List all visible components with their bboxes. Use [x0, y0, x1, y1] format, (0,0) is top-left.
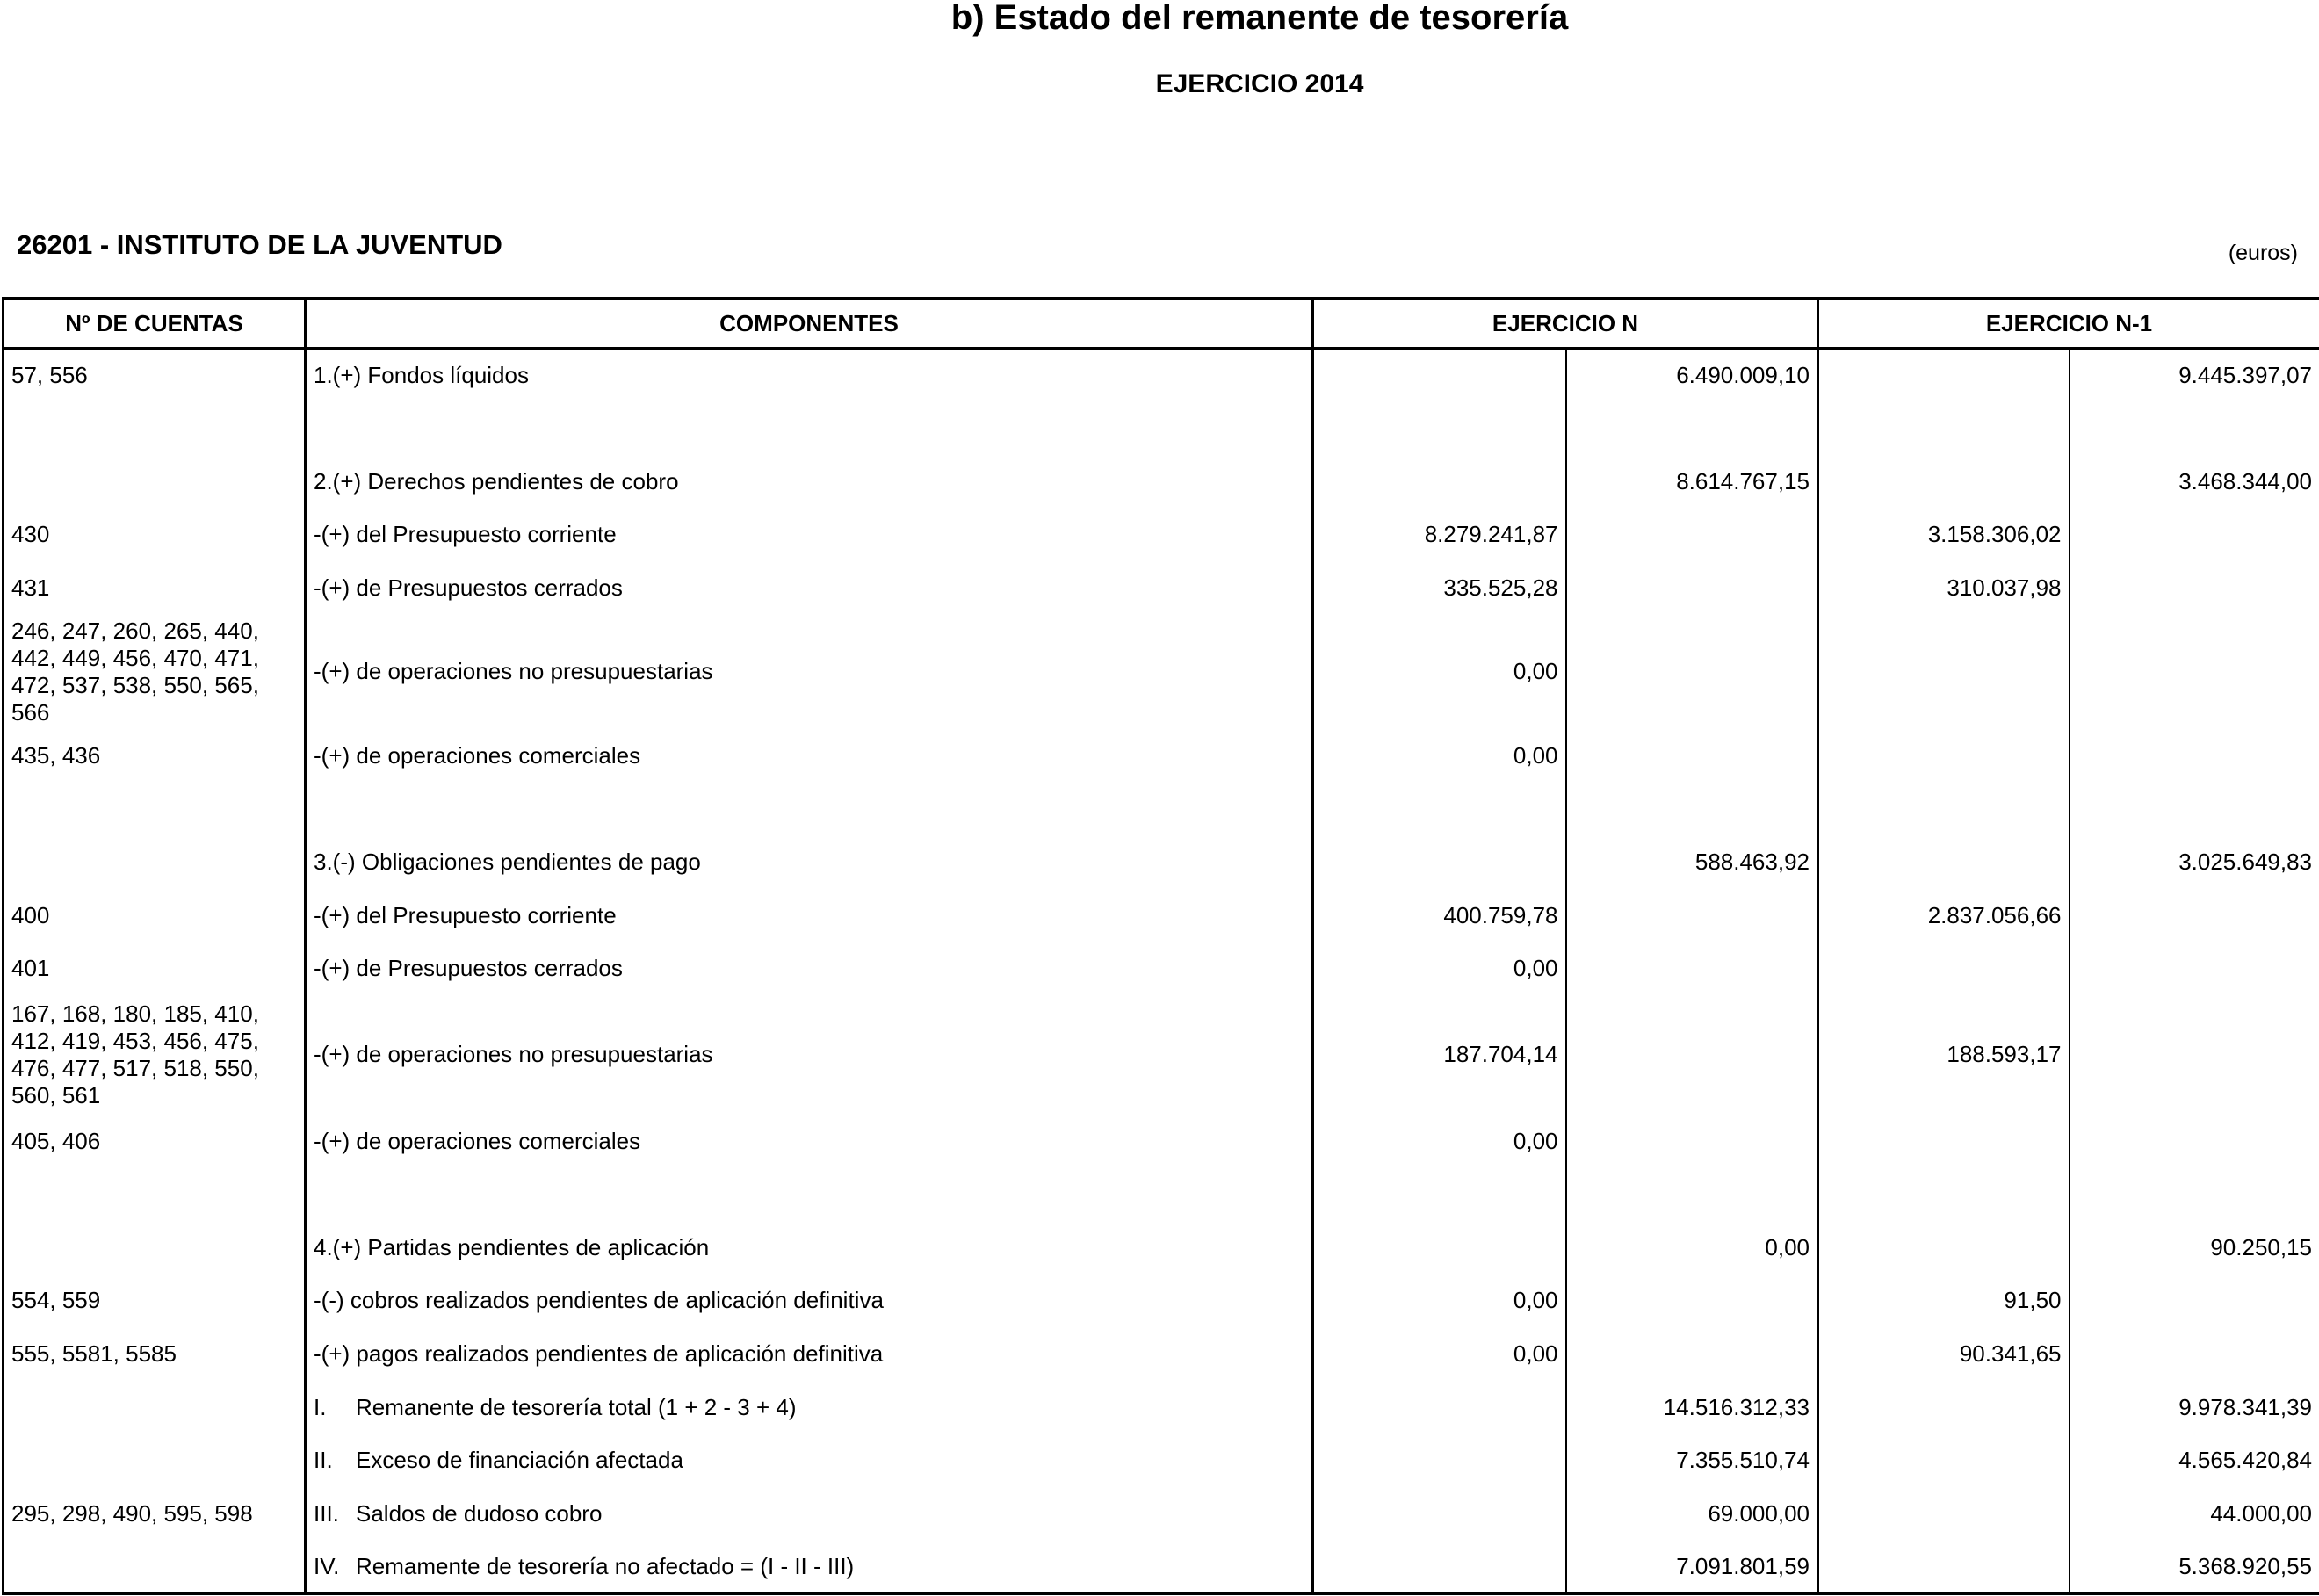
year-n-partial-cell: 335.525,28 [1443, 574, 1558, 601]
year-n-1-partial-cell [1818, 615, 2070, 729]
year-n-total-cell: 14.516.312,33 [1566, 1381, 1818, 1434]
accounts-cell: 400 [4, 889, 306, 942]
spacer-row [4, 401, 2319, 455]
year-n-1-partial-cell [1818, 1381, 2070, 1434]
table-row [4, 615, 2319, 729]
component-cell [306, 1434, 1313, 1488]
year-n-1-partial-cell [1818, 835, 2070, 889]
year-n-partial-cell: 0,00 [1513, 741, 1558, 769]
year-n-1-partial-cell [1818, 1434, 2070, 1488]
year-n-total-cell [1566, 1327, 1818, 1381]
table-row [4, 1275, 2319, 1328]
accounts-cell: 57, 556 [4, 349, 306, 402]
component-label: Saldos de dudoso cobro [356, 1500, 603, 1527]
accounts-cell [4, 1434, 306, 1488]
component-cell: -(+) del Presupuesto corriente [306, 889, 1313, 942]
year-n-partial-cell: 0,00 [1513, 1127, 1558, 1154]
component-cell: 4.(+) Partidas pendientes de aplicación [306, 1221, 1313, 1275]
empty-cell [4, 783, 306, 836]
year-n-partial-cell: 187.704,14 [1443, 1041, 1558, 1068]
year-n-total-cell [1566, 942, 1818, 996]
year-n-1-total-cell [2070, 889, 2319, 942]
year-n-1-total-cell [2070, 508, 2319, 561]
empty-cell [2070, 1167, 2319, 1221]
year-n-1-total-cell: 4.565.420,84 [2070, 1434, 2319, 1488]
year-n-total-cell [1566, 615, 1818, 729]
empty-cell [306, 783, 1313, 836]
roman-numeral: II. [314, 1447, 333, 1474]
accounts-cell: 405, 406 [4, 1115, 306, 1168]
page-title: b) Estado del remanente de tesorería [950, 0, 1569, 37]
year-n-total-cell: 69.000,00 [1566, 1487, 1818, 1541]
year-n-total-cell [1566, 889, 1818, 942]
accounts-cell: 431 [4, 561, 306, 615]
component-cell: 2.(+) Derechos pendientes de cobro [306, 455, 1313, 509]
component-cell: -(-) cobros realizados pendientes de aplicación definitiva [306, 1275, 1313, 1328]
year-n-partial-cell [1313, 1221, 1566, 1275]
component-cell: -(+) de operaciones comerciales [306, 1115, 1313, 1168]
year-n-1-partial-cell [1818, 349, 2070, 402]
year-n-1-total-cell [2070, 1327, 2319, 1381]
year-n-total-cell: 7.091.801,59 [1566, 1541, 1818, 1594]
accounts-cell: 401 [4, 942, 306, 996]
table-row [4, 835, 2319, 889]
component-cell: -(+) pagos realizados pendientes de aplicación definitiva [306, 1327, 1313, 1381]
year-n-total-cell: 588.463,92 [1566, 835, 1818, 889]
year-n-1-total-cell: 9.978.341,39 [2070, 1381, 2319, 1434]
empty-cell [4, 1167, 306, 1221]
table-row [4, 889, 2319, 942]
treasury-remainder-table [2, 297, 2319, 1595]
summary-row [4, 1434, 2319, 1488]
component-cell: -(+) de Presupuestos cerrados [306, 561, 1313, 615]
year-n-1-partial-cell: 310.037,98 [1947, 574, 2062, 601]
spacer-row [4, 1167, 2319, 1221]
year-n-1-partial-cell [1818, 1487, 2070, 1541]
empty-cell [1566, 783, 1818, 836]
component-cell: -(+) de operaciones no presupuestarias [306, 995, 1313, 1114]
year-n-1-partial-cell [1818, 1115, 2070, 1168]
year-n-1-partial-cell [1818, 729, 2070, 783]
component-cell [306, 1541, 1313, 1594]
year-n-1-partial-cell [1818, 1541, 2070, 1594]
year-n-total-cell: 0,00 [1566, 1221, 1818, 1275]
year-n-total-cell: 8.614.767,15 [1566, 455, 1818, 509]
roman-numeral: I. [314, 1393, 327, 1420]
year-n-total-cell [1566, 561, 1818, 615]
spacer-row [4, 783, 2319, 836]
empty-cell [1818, 783, 2070, 836]
component-cell: -(+) de operaciones no presupuestarias [306, 615, 1313, 729]
year-n-total-cell [1566, 1275, 1818, 1328]
empty-cell [306, 401, 1313, 455]
year-n-1-partial-cell [1818, 942, 2070, 996]
component-cell: -(+) de operaciones comerciales [306, 729, 1313, 783]
year-n-partial-cell [1313, 1381, 1566, 1434]
year-n-1-total-cell: 9.445.397,07 [2070, 349, 2319, 402]
component-cell [306, 1487, 1313, 1541]
column-header-components: COMPONENTES [306, 299, 1313, 349]
year-n-total-cell [1566, 729, 1818, 783]
year-n-partial-cell [1313, 349, 1566, 402]
year-n-1-partial-cell: 90.341,65 [1959, 1340, 2062, 1368]
year-n-total-cell: 6.490.009,10 [1566, 349, 1818, 402]
empty-cell [1566, 1167, 1818, 1221]
units-label: (euros) [2228, 241, 2298, 265]
year-n-partial-cell: 0,00 [1513, 1287, 1558, 1314]
accounts-cell: 430 [4, 508, 306, 561]
year-n-1-partial-cell: 2.837.056,66 [1927, 901, 2062, 928]
year-n-partial-cell: 0,00 [1513, 955, 1558, 982]
empty-cell [1566, 401, 1818, 455]
component-cell: -(+) de Presupuestos cerrados [306, 942, 1313, 996]
year-n-1-partial-cell [1818, 1221, 2070, 1275]
table-row [4, 508, 2319, 561]
year-n-partial-cell [1313, 455, 1566, 509]
empty-cell [1313, 401, 1566, 455]
year-n-1-total-cell [2070, 1275, 2319, 1328]
table-row [4, 942, 2319, 996]
empty-cell [4, 401, 306, 455]
empty-cell [1313, 1167, 1566, 1221]
accounts-cell [4, 835, 306, 889]
year-n-partial-cell: 0,00 [1513, 658, 1558, 685]
summary-row [4, 1487, 2319, 1541]
year-n-1-partial-cell: 91,50 [2004, 1287, 2062, 1314]
table-row [4, 995, 2319, 1114]
year-n-1-total-cell: 5.368.920,55 [2070, 1541, 2319, 1594]
year-n-1-total-cell [2070, 729, 2319, 783]
year-n-partial-cell: 0,00 [1513, 1340, 1558, 1368]
table-row [4, 1327, 2319, 1381]
table-row [4, 561, 2319, 615]
accounts-cell: 167, 168, 180, 185, 410, 412, 419, 453, 456, 475, 476, 477, 517, 518, 550, 560, 561 [4, 995, 306, 1114]
year-n-total-cell [1566, 1115, 1818, 1168]
accounts-cell [4, 1221, 306, 1275]
year-n-1-total-cell [2070, 561, 2319, 615]
year-n-partial-cell: 8.279.241,87 [1424, 521, 1558, 548]
year-n-partial-cell [1313, 1487, 1566, 1541]
year-n-1-partial-cell: 188.593,17 [1947, 1041, 2062, 1068]
column-header-year-n-1: EJERCICIO N-1 [1818, 299, 2319, 349]
component-cell: -(+) del Presupuesto corriente [306, 508, 1313, 561]
empty-cell [2070, 783, 2319, 836]
empty-cell [1818, 401, 2070, 455]
year-n-partial-cell [1313, 835, 1566, 889]
year-n-1-total-cell [2070, 1115, 2319, 1168]
component-label: Remamente de tesorería no afectado = (I - II - III) [356, 1552, 855, 1579]
accounts-cell [4, 1541, 306, 1594]
empty-cell [2070, 401, 2319, 455]
table-row [4, 1115, 2319, 1168]
table-header-row [4, 299, 2319, 349]
summary-row [4, 1381, 2319, 1434]
column-header-accounts: Nº DE CUENTAS [4, 299, 306, 349]
accounts-cell: 295, 298, 490, 595, 598 [4, 1487, 306, 1541]
year-n-1-total-cell [2070, 942, 2319, 996]
year-n-total-cell: 7.355.510,74 [1566, 1434, 1818, 1488]
year-n-partial-cell [1313, 1541, 1566, 1594]
year-n-1-partial-cell [1818, 455, 2070, 509]
component-cell: 1.(+) Fondos líquidos [306, 349, 1313, 402]
component-cell: 3.(-) Obligaciones pendientes de pago [306, 835, 1313, 889]
year-n-partial-cell [1313, 1434, 1566, 1488]
year-n-total-cell [1566, 508, 1818, 561]
year-n-1-total-cell: 3.468.344,00 [2070, 455, 2319, 509]
year-n-1-total-cell [2070, 615, 2319, 729]
empty-cell [1818, 1167, 2070, 1221]
roman-numeral: III. [314, 1500, 339, 1527]
table-row [4, 349, 2319, 402]
roman-numeral: IV. [314, 1552, 340, 1579]
accounts-cell: 246, 247, 260, 265, 440, 442, 449, 456, 470, 471, 472, 537, 538, 550, 565, 566 [4, 615, 306, 729]
year-n-1-total-cell [2070, 995, 2319, 1114]
table-row [4, 729, 2319, 783]
component-label: Remanente de tesorería total (1 + 2 - 3 + 4) [356, 1393, 797, 1420]
year-n-total-cell [1566, 995, 1818, 1114]
entity-heading: 26201 - INSTITUTO DE LA JUVENTUD [17, 229, 502, 260]
year-n-1-total-cell: 44.000,00 [2070, 1487, 2319, 1541]
accounts-cell: 554, 559 [4, 1275, 306, 1328]
year-n-1-total-cell: 90.250,15 [2070, 1221, 2319, 1275]
table-row [4, 455, 2319, 509]
summary-row [4, 1541, 2319, 1594]
accounts-cell: 555, 5581, 5585 [4, 1327, 306, 1381]
accounts-cell [4, 1381, 306, 1434]
empty-cell [306, 1167, 1313, 1221]
year-n-partial-cell: 400.759,78 [1443, 901, 1558, 928]
accounts-cell [4, 455, 306, 509]
year-n-1-total-cell: 3.025.649,83 [2070, 835, 2319, 889]
fiscal-year-subtitle: EJERCICIO 2014 [1155, 69, 1364, 98]
accounts-cell: 435, 436 [4, 729, 306, 783]
component-cell [306, 1381, 1313, 1434]
empty-cell [1313, 783, 1566, 836]
table-row [4, 1221, 2319, 1275]
year-n-1-partial-cell: 3.158.306,02 [1927, 521, 2062, 548]
column-header-year-n: EJERCICIO N [1313, 299, 1818, 349]
component-label: Exceso de financiación afectada [356, 1447, 683, 1474]
